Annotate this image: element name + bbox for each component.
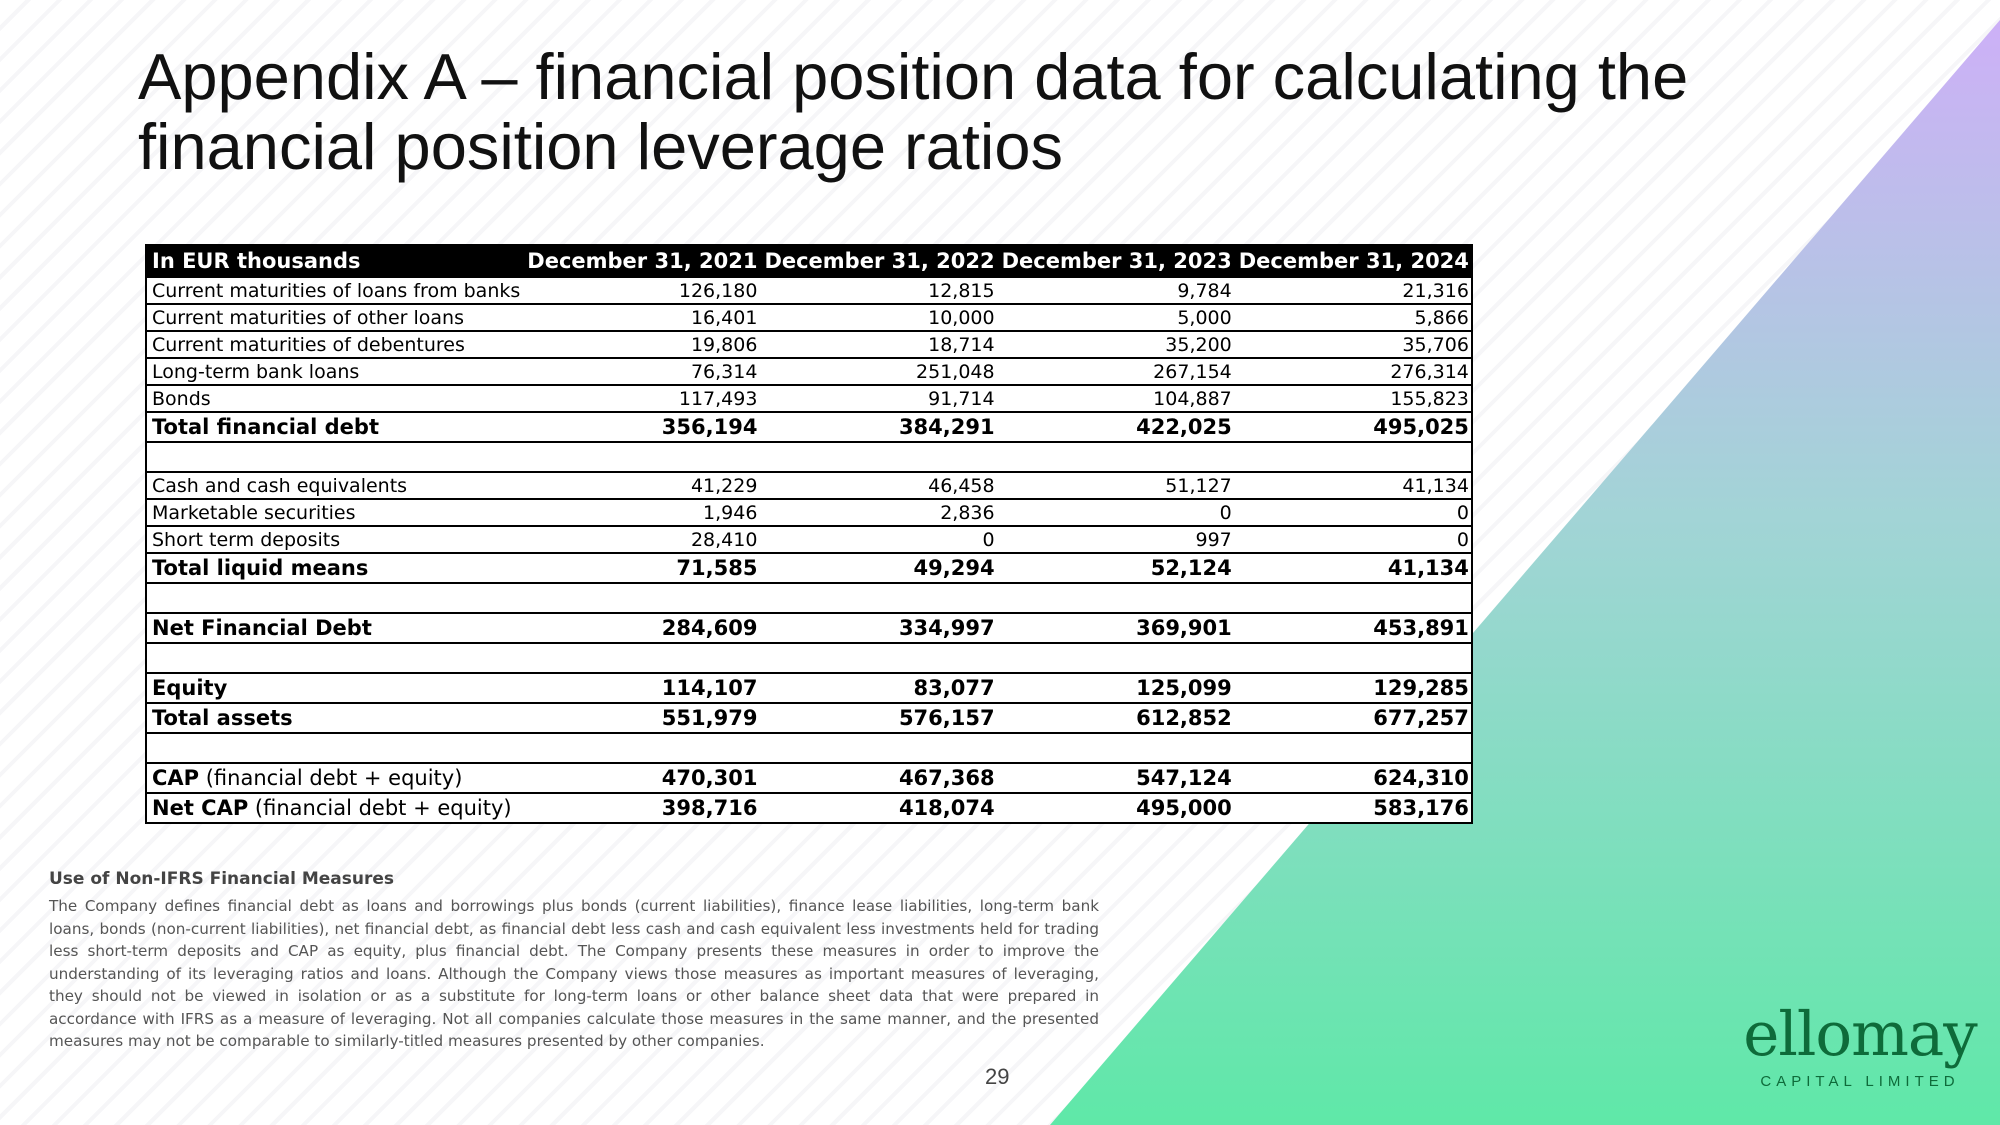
cell-value: 16,401 xyxy=(522,304,759,331)
cell-value: 624,310 xyxy=(1234,763,1472,793)
header-2023: December 31, 2023 xyxy=(997,245,1234,277)
cell-value: 551,979 xyxy=(522,703,759,733)
table-row xyxy=(146,304,1472,331)
page-title: Appendix A – financial position data for calculating the financial position leverage ratios xyxy=(138,40,1689,183)
row-label: Long-term bank loans xyxy=(146,358,522,385)
cell-value: 384,291 xyxy=(759,412,996,442)
table-row-total-financial-debt xyxy=(146,412,1472,442)
table-row xyxy=(146,385,1472,412)
row-label: Total liquid means xyxy=(146,553,522,583)
cell-value: 9,784 xyxy=(997,277,1234,304)
row-label: Total financial debt xyxy=(146,412,522,442)
cell-value: 52,124 xyxy=(997,553,1234,583)
cell-value: 126,180 xyxy=(522,277,759,304)
logo-tagline: CAPITAL LIMITED xyxy=(1760,1073,1960,1090)
cell-value: 997 xyxy=(997,526,1234,553)
cell-value: 284,609 xyxy=(522,613,759,643)
cell-value: 28,410 xyxy=(522,526,759,553)
cell-value: 1,946 xyxy=(522,499,759,526)
cell-value: 18,714 xyxy=(759,331,996,358)
table-header-row xyxy=(146,245,1472,277)
non-ifrs-notes xyxy=(49,869,1099,1053)
row-label-main: Net CAP xyxy=(152,796,249,820)
table-spacer-row xyxy=(146,733,1472,763)
cell-value: 576,157 xyxy=(759,703,996,733)
cell-value: 104,887 xyxy=(997,385,1234,412)
table-row xyxy=(146,358,1472,385)
cell-value: 41,134 xyxy=(1234,472,1472,499)
cell-value: 155,823 xyxy=(1234,385,1472,412)
page-number: 29 xyxy=(985,1064,1010,1089)
cell-value: 35,200 xyxy=(997,331,1234,358)
cell-value: 467,368 xyxy=(759,763,996,793)
cell-value: 495,000 xyxy=(997,793,1234,823)
cell-value: 356,194 xyxy=(522,412,759,442)
cell-value: 470,301 xyxy=(522,763,759,793)
row-label xyxy=(146,793,522,823)
row-label: Short term deposits xyxy=(146,526,522,553)
cell-value: 125,099 xyxy=(997,673,1234,703)
cell-value: 0 xyxy=(1234,526,1472,553)
row-label-suffix: (financial debt + equity) xyxy=(199,766,463,790)
table-row xyxy=(146,331,1472,358)
cell-value: 2,836 xyxy=(759,499,996,526)
cell-value: 114,107 xyxy=(522,673,759,703)
cell-value: 5,000 xyxy=(997,304,1234,331)
table-spacer-row xyxy=(146,643,1472,673)
table-row-net-cap xyxy=(146,793,1472,823)
cell-value: 677,257 xyxy=(1234,703,1472,733)
cell-value: 547,124 xyxy=(997,763,1234,793)
cell-value: 12,815 xyxy=(759,277,996,304)
cell-value: 129,285 xyxy=(1234,673,1472,703)
row-label xyxy=(146,763,522,793)
table-row-total-assets xyxy=(146,703,1472,733)
logo-wordmark: ellomay xyxy=(1743,999,1977,1070)
cell-value: 422,025 xyxy=(997,412,1234,442)
cell-value: 418,074 xyxy=(759,793,996,823)
notes-heading: Use of Non-IFRS Financial Measures xyxy=(49,869,395,889)
cell-value: 83,077 xyxy=(759,673,996,703)
table-row-cap xyxy=(146,763,1472,793)
notes-body: The Company defines financial debt as loans and borrowings plus bonds (current liabilities), finance lease liabilities, long-term bank loans, bonds (non-current liabilities), net financial debt, as financial debt less cash and cash equivalent less investments held for trading less short-term deposits and CAP as equity, plus financial debt. The Company presents these measures in order to improve the understanding of its leveraging ratios and loans. Although the Company views those measures as important measures of leveraging, they should not be viewed in isolation or as a substitute for long-term loans or other balance sheet data that were prepared in accordance with IFRS as a measure of leveraging. Not all companies calculate those measures in the same manner, and the presented measures may not be comparable to similarly-titled measures presented by other companies. xyxy=(49,897,1099,1050)
cell-value: 267,154 xyxy=(997,358,1234,385)
cell-value: 5,866 xyxy=(1234,304,1472,331)
table-row-equity xyxy=(146,673,1472,703)
header-2021: December 31, 2021 xyxy=(522,245,759,277)
row-label: Total assets xyxy=(146,703,522,733)
row-label: Equity xyxy=(146,673,522,703)
table-row-net-financial-debt xyxy=(146,613,1472,643)
header-2024: December 31, 2024 xyxy=(1234,245,1472,277)
cell-value: 46,458 xyxy=(759,472,996,499)
cell-value: 76,314 xyxy=(522,358,759,385)
cell-value: 21,316 xyxy=(1234,277,1472,304)
cell-value: 117,493 xyxy=(522,385,759,412)
row-label: Bonds xyxy=(146,385,522,412)
row-label-suffix: (financial debt + equity) xyxy=(248,796,512,820)
cell-value: 0 xyxy=(759,526,996,553)
cell-value: 453,891 xyxy=(1234,613,1472,643)
table-row xyxy=(146,277,1472,304)
row-label: Cash and cash equivalents xyxy=(146,472,522,499)
row-label: Marketable securities xyxy=(146,499,522,526)
table-spacer-row xyxy=(146,583,1472,613)
financial-position-table xyxy=(145,244,1473,824)
cell-value: 398,716 xyxy=(522,793,759,823)
row-label: Current maturities of loans from banks xyxy=(146,277,522,304)
row-label: Current maturities of debentures xyxy=(146,331,522,358)
header-label: In EUR thousands xyxy=(146,245,522,277)
cell-value: 41,134 xyxy=(1234,553,1472,583)
cell-value: 10,000 xyxy=(759,304,996,331)
table-row-total-liquid-means xyxy=(146,553,1472,583)
cell-value: 51,127 xyxy=(997,472,1234,499)
cell-value: 276,314 xyxy=(1234,358,1472,385)
cell-value: 251,048 xyxy=(759,358,996,385)
table-row xyxy=(146,472,1472,499)
cell-value: 495,025 xyxy=(1234,412,1472,442)
row-label-main: CAP xyxy=(152,766,200,790)
table-row xyxy=(146,526,1472,553)
cell-value: 19,806 xyxy=(522,331,759,358)
cell-value: 91,714 xyxy=(759,385,996,412)
cell-value: 35,706 xyxy=(1234,331,1472,358)
table-row xyxy=(146,499,1472,526)
cell-value: 0 xyxy=(1234,499,1472,526)
cell-value: 334,997 xyxy=(759,613,996,643)
cell-value: 583,176 xyxy=(1234,793,1472,823)
cell-value: 612,852 xyxy=(997,703,1234,733)
table-spacer-row xyxy=(146,442,1472,472)
ellomay-logo xyxy=(1740,999,1980,1090)
cell-value: 0 xyxy=(997,499,1234,526)
cell-value: 369,901 xyxy=(997,613,1234,643)
cell-value: 49,294 xyxy=(759,553,996,583)
cell-value: 71,585 xyxy=(522,553,759,583)
row-label: Current maturities of other loans xyxy=(146,304,522,331)
header-2022: December 31, 2022 xyxy=(759,245,996,277)
row-label: Net Financial Debt xyxy=(146,613,522,643)
cell-value: 41,229 xyxy=(522,472,759,499)
